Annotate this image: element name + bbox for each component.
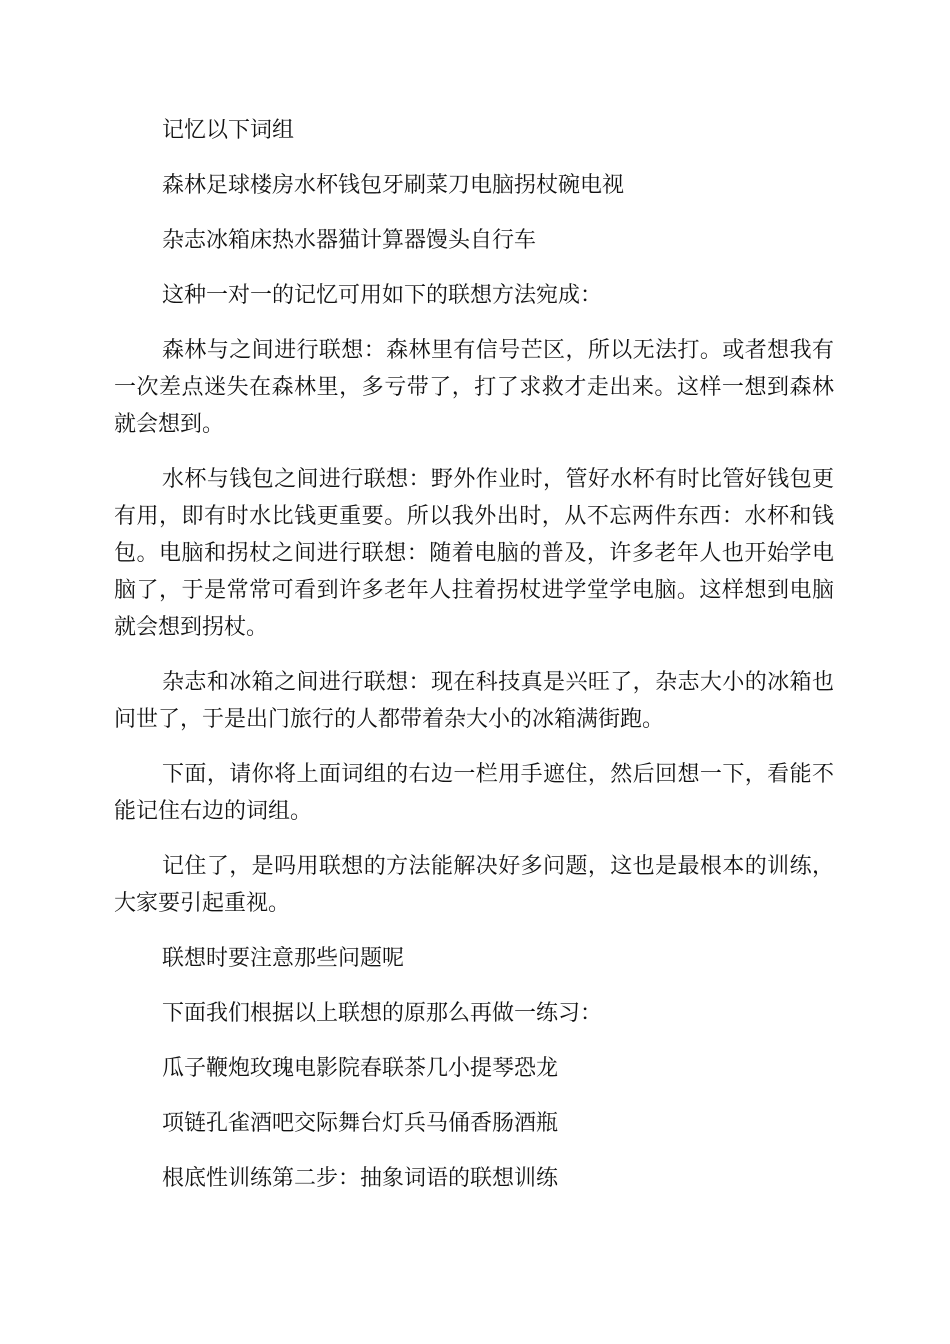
question-heading: 联想时要注意那些问题呢 (162, 946, 405, 971)
method-intro: 这种一对一的记忆可用如下的联想方法宛成： (162, 283, 603, 308)
association-forest: 森林与之间进行联想：森林里有信号芒区，所以无法打。或者想我有一次差点迷失在森林里，多亏带了，打了求救才走出来。这样一想到森林就会想到。 (114, 338, 834, 437)
document-body (114, 112, 834, 1215)
step-two-heading: 根底性训练第二步：抽象词语的联想训练 (162, 1166, 559, 1191)
association-magazine-fridge: 杂志和冰箱之间进行联想：现在科技真是兴旺了，杂志大小的冰箱也问世了，于是出门旅行的人都带着杂大小的冰箱满街跑。 (114, 670, 834, 732)
association-cup-wallet: 水杯与钱包之间进行联想：野外作业时，管好水杯有时比管好钱包更有用，即有时水比钱更重要。所以我外出时，从不忘两件东西：水杯和钱包。电脑和拐杖之间进行联想：随着电脑的普及，许多老年人也开始学电脑了，于是常常可看到许多老年人拄着拐杖进学堂学电脑。这样想到电脑就会想到拐杖。 (114, 467, 834, 640)
instruction-cover-column: 下面，请你将上面词组的右边一栏用手遮住，然后回想一下，看能不能记住右边的词组。 (114, 762, 834, 824)
remembered-note: 记住了，是吗用联想的方法能解决好多问题，这也是最根本的训练，大家要引起重视。 (114, 854, 834, 916)
heading-memorize-words: 记忆以下词组 (162, 118, 295, 143)
practice-intro: 下面我们根据以上联想的原那么再做一练习： (162, 1001, 603, 1026)
word-list-4: 项链孔雀酒吧交际舞台灯兵马俑香肠酒瓶 (162, 1111, 559, 1136)
word-list-1: 森林足球楼房水杯钱包牙刷菜刀电脑拐杖碗电视 (162, 173, 625, 198)
word-list-2: 杂志冰箱床热水器猫计算器馒头自行车 (162, 228, 537, 253)
word-list-3: 瓜子鞭炮玫瑰电影院春联茶几小提琴恐龙 (162, 1056, 559, 1081)
